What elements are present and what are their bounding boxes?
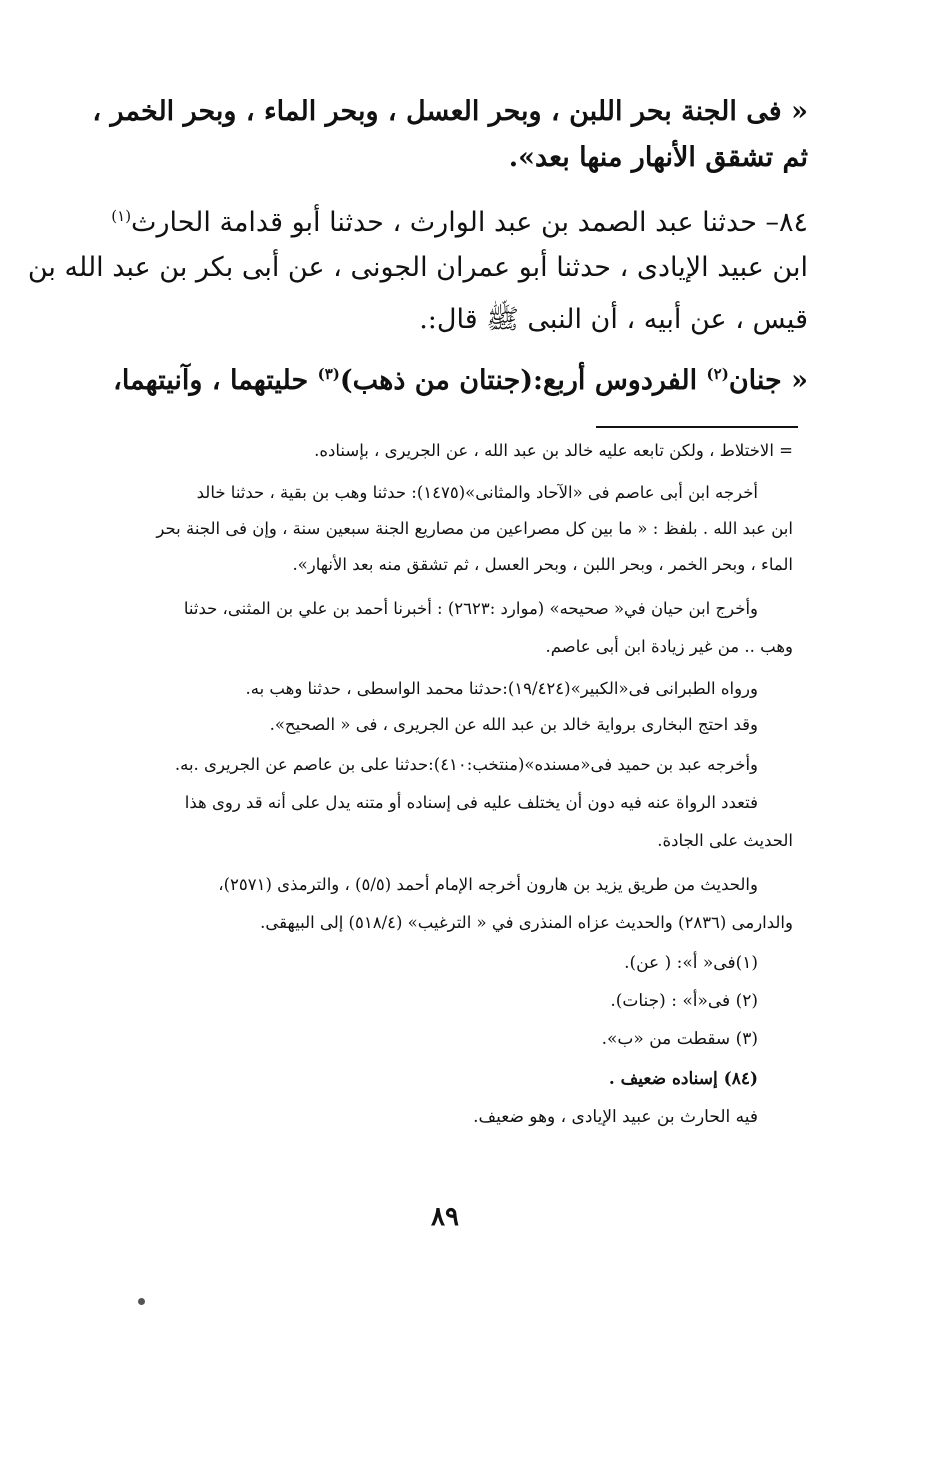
variant-note: (١)فى« أ»: ( عن).	[624, 953, 758, 973]
footnote-line: ورواه الطبرانى فى«الكبير»(١٩/٤٢٤):حدثنا محمد الواسطى ، حدثنا وهب به.	[245, 679, 758, 698]
hadith-84-text: ٨٤– حدثنا عبد الصمد بن عبد الوارث ، حدثنا أبو قدامة الحارث	[131, 207, 808, 238]
hadith-84-matn	[108, 352, 808, 403]
scan-speck	[138, 1298, 145, 1305]
matn-part-a: « جنان	[728, 365, 808, 396]
footnote-line: وأخرج ابن حيان في« صحيحه» (موارد :٢٦٢٣) : أخبرنا أحمد بن علي بن المثنى، حدثنا	[183, 599, 758, 618]
grading-reason: فيه الحارث بن عبيد الإيادى ، وهو ضعيف.	[473, 1107, 758, 1127]
variant-note: (٣) سقطت من «ب».	[601, 1029, 758, 1049]
hadith-84-line-3: قيس ، عن أبيه ، أن النبى ﷺ قال:.	[419, 304, 808, 335]
footnote-line: الماء ، وبحر الخمر ، وبحر اللبن ، وبحر العسل ، ثم تشقق منه بعد الأنهار».	[292, 555, 793, 574]
footnote-line: وقد احتج البخارى برواية خالد بن عبد الله عن الجريرى ، فى « الصحيح».	[269, 715, 758, 734]
hadith-84-line-1	[108, 194, 808, 245]
matn-part-b: الفردوس أربع:(جنتان من ذهب)	[339, 365, 707, 396]
page-number: ٨٩	[431, 1202, 459, 1232]
footnote-ref-1: (١)	[111, 207, 132, 225]
footnote-line: أخرجه ابن أبى عاصم فى «الآحاد والمثانى»(١٤٧٥): حدثنا وهب بن بقية ، حدثنا خالد	[196, 483, 758, 502]
footnote-line: فتعدد الرواة عنه فيه دون أن يختلف عليه فى إسناده أو متنه يدل على أنه قد روى هذا	[184, 793, 758, 812]
variant-note: (٢) فى«أ» : (جنات).	[610, 991, 758, 1011]
grading-note: (٨٤) إسناده ضعيف .	[608, 1069, 758, 1089]
footnote-line: والحديث من طريق يزيد بن هارون أخرجه الإمام أحمد (٥/٥) ، والترمذى (٢٥٧١)،	[218, 875, 758, 894]
footnote-ref-2: (٢)	[706, 365, 729, 383]
footnote-ref-3: (٣)	[317, 365, 340, 383]
matn-part-c: حليتهما ، وآنيتهما،	[113, 365, 318, 396]
hadith-84-line-2: ابن عبيد الإيادى ، حدثنا أبو عمران الجونى ، عن أبى بكر بن عبد الله بن	[27, 252, 808, 283]
footnote-line: وهب .. من غير زيادة ابن أبى عاصم.	[545, 637, 793, 656]
footnote-divider	[596, 426, 798, 428]
footnote-line: ابن عبد الله . بلفظ : « ما بين كل مصراعين من مصاريع الجنة سبعين سنة ، وإن فى الجنة بحر	[156, 519, 793, 538]
footnote-line: = الاختلاط ، ولكن تابعه عليه خالد بن عبد الله ، عن الجريرى ، بإسناده.	[314, 441, 793, 460]
footnote-line: والدارمى (٢٨٣٦) والحديث عزاه المنذرى في « الترغيب» (٥١٨/٤) إلى البيهقى.	[260, 913, 793, 932]
main-text-line-1: « فى الجنة بحر اللبن ، وبحر العسل ، وبحر الماء ، وبحر الخمر ،	[92, 96, 808, 127]
footnote-line: الحديث على الجادة.	[657, 831, 793, 850]
main-text-line-2: ثم تشقق الأنهار منها بعد».	[508, 142, 808, 173]
footnote-line: وأخرجه عبد بن حميد فى«مسنده»(منتخب:٤١٠):حدثنا على بن عاصم عن الجريرى .به.	[174, 755, 758, 774]
